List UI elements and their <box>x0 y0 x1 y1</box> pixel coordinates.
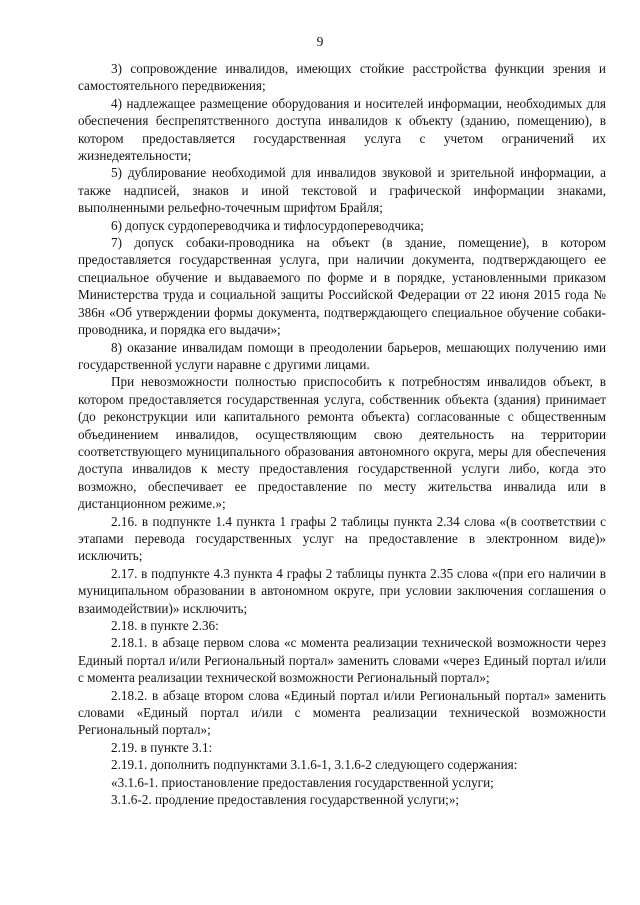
page-number: 9 <box>316 34 324 49</box>
paragraph-item-5: 5) дублирование необходимой для инвалидов звуковой и зрительной информации, а также надписей, знаков и иной текстовой и графической информации знаками, выполненными рельефно-точечным шрифтом Брайля; <box>78 165 606 216</box>
paragraph-item-8: 8) оказание инвалидам помощи в преодолении барьеров, мешающих получению ими государственной услуги наравне с другими лицами. <box>78 339 606 372</box>
paragraph-item-4: 4) надлежащее размещение оборудования и носителей информации, необходимых для обеспечения беспрепятственного доступа инвалидов к объекту (зданию, помещению), в котором предоставляется государственная услуга с учетом ограничений их жизнедеятельности; <box>78 95 606 164</box>
paragraph-item-3: 3) сопровождение инвалидов, имеющих стойкие расстройства функции зрения и самостоятельного передвижения; <box>78 61 606 94</box>
paragraph-item-6: 6) допуск сурдопереводчика и тифлосурдопереводчика; <box>111 217 424 233</box>
paragraph-3-1-6-1: «3.1.6-1. приостановление предоставления государственной услуги; <box>111 774 494 790</box>
paragraph-2-19-1: 2.19.1. дополнить подпунктами 3.1.6-1, 3.1.6-2 следующего содержания: <box>111 757 518 773</box>
paragraph-item-7: 7) допуск собаки-проводника на объект (в здание, помещение), в котором предоставляется государственная услуга, при наличии документа, подтверждающего ее специальное обучение и выдаваемого по форме и в порядке, установленными приказом Министерства труда и социальной защиты Российской Федерации от 22 июня 2015 года № 386н «Об утверждении формы документа, подтверждающего специальное обучение собаки-проводника, и порядка его выдачи»; <box>78 235 606 338</box>
paragraph-2-17: 2.17. в подпункте 4.3 пункта 4 графы 2 таблицы пункта 2.35 слова «(при его наличии в муниципальном образовании в автономном округе, при условии заключения соглашения о взаимодействии)» исключить; <box>78 565 606 616</box>
paragraph-accessibility-measures: При невозможности полностью приспособить к потребностям инвалидов объект, в котором предоставляется государственная услуга, собственник объекта (здания) принимает (до реконструкции или капитального ремонта объекта) согласованные с общественным объединением инвалидов, осуществляющим свою деятельность на территории соответствующего муниципального образования автономного округа, меры для обеспечения доступа инвалидов к месту предоставления государственной услуги либо, когда это возможно, обеспечивает ее предоставление по месту жительства инвалида или в дистанционном режиме.»; <box>78 374 606 512</box>
paragraph-3-1-6-2: 3.1.6-2. продление предоставления государственной услуги;»; <box>111 792 460 808</box>
paragraph-2-18-1: 2.18.1. в абзаце первом слова «с момента реализации технической возможности через Единый портал и/или Региональный портал» заменить словами «через Единый портал и/или с момента реализации технической возможности Региональный портал»; <box>78 635 606 686</box>
paragraph-2-18: 2.18. в пункте 2.36: <box>111 618 219 633</box>
paragraph-2-19: 2.19. в пункте 3.1: <box>111 739 213 755</box>
paragraph-2-18-2: 2.18.2. в абзаце втором слова «Единый портал и/или Региональный портал» заменить словами «Единый портал и/или с момента реализации технической возможности Региональный портал»; <box>78 687 606 738</box>
paragraph-2-16: 2.16. в подпункте 1.4 пункта 1 графы 2 таблицы пункта 2.34 слова «(в соответствии с этапами перевода государственных услуг на предоставление в электронном виде)» исключить; <box>78 513 606 564</box>
document-body <box>78 60 606 808</box>
